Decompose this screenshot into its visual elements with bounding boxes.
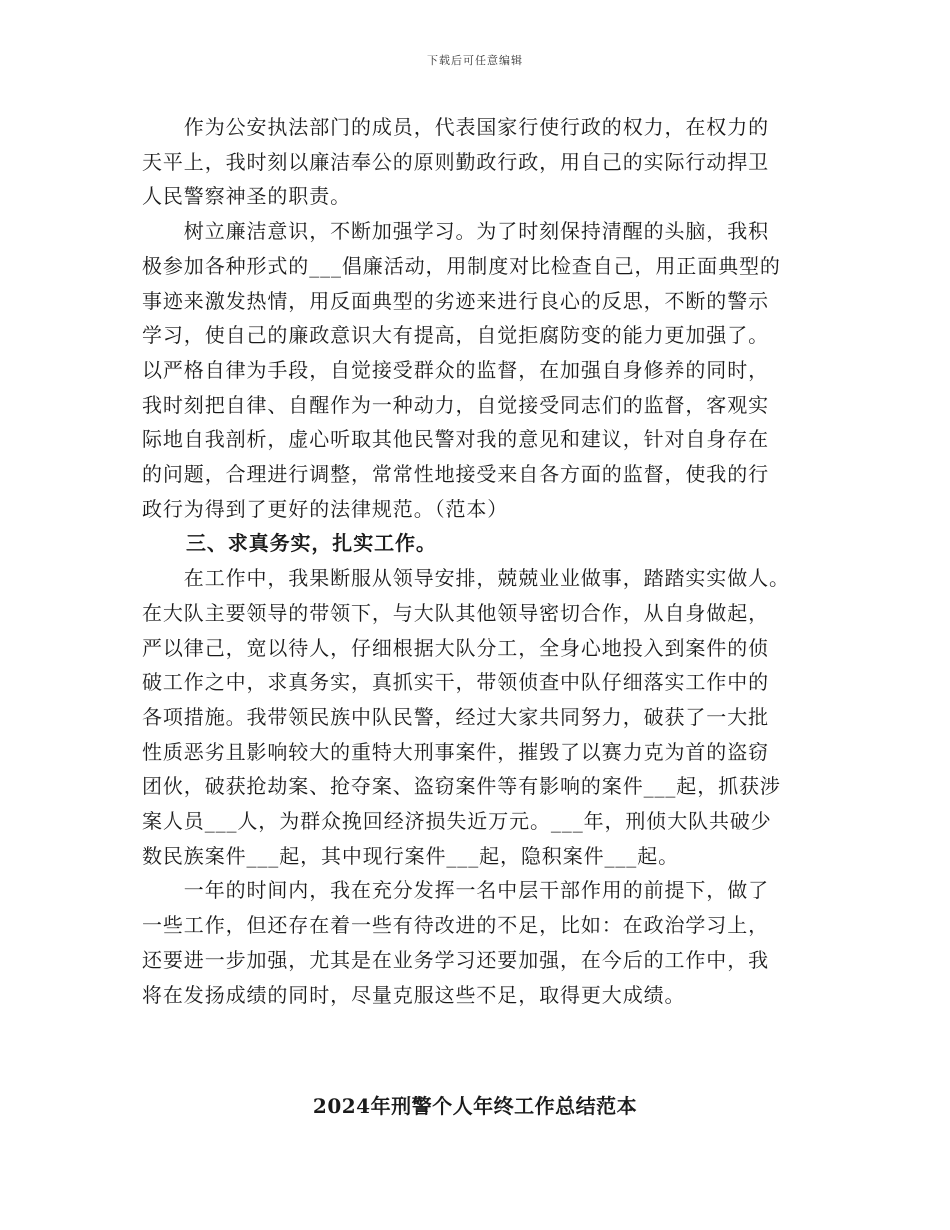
text-line: 还要进一步加强，尤其是在业务学习还要加强，在今后的工作中，我: [142, 947, 769, 972]
text-line: 作为公安执法部门的成员，代表国家行使行政的权力，在权力的: [142, 115, 769, 139]
section-heading: 三、求真务实，扎实工作。: [186, 531, 437, 556]
text-line: 学习，使自己的廉政意识大有提高，自觉拒腐防变的能力更加强了。: [142, 323, 769, 348]
text-line: 的问题，合理进行调整，常常性地接受来自各方面的监督，使我的行: [142, 462, 769, 487]
text-line: 严以律己，宽以待人，仔细根据大队分工，全身心地投入到案件的侦: [142, 635, 769, 660]
text-line: 各项措施。我带领民族中队民警，经过大家共同努力，破获了一大批: [142, 704, 769, 729]
document-body: [142, 110, 810, 1012]
text-line: 在大队主要领导的带领下，与大队其他领导密切合作，从自身做起，: [142, 600, 769, 625]
text-line: 天平上，我时刻以廉洁奉公的原则勤政行政，用自己的实际行动捍卫: [142, 149, 769, 174]
text-line: 性质恶劣且影响较大的重特大刑事案件，摧毁了以赛力克为首的盗窃: [142, 739, 769, 764]
paragraph-3: [142, 561, 810, 873]
paragraph-1: [142, 110, 810, 214]
text-line: 数民族案件___起，其中现行案件___起，隐积案件___起。: [142, 843, 679, 868]
text-line: 事迹来激发热情，用反面典型的劣迹来进行良心的反思，不断的警示: [142, 288, 769, 313]
text-line: 极参加各种形式的___倡廉活动，用制度对比检查自己，用正面典型的: [142, 253, 781, 278]
page-header: 下载后可任意编辑: [427, 54, 523, 67]
text-line: 将在发扬成绩的同时，尽量克服这些不足，取得更大成绩。: [142, 982, 686, 1007]
document-title: 2024年刑警个人年终工作总结范本: [312, 1094, 638, 1118]
paragraph-2: [142, 214, 810, 526]
text-line: 在工作中，我果断服从领导安排，兢兢业业做事，踏踏实实做人。: [142, 566, 790, 591]
text-line: 团伙，破获抢劫案、抢夺案、盗窃案件等有影响的案件___起，抓获涉: [142, 774, 781, 799]
text-line: 以严格自律为手段，自觉接受群众的监督，在加强自身修养的同时，: [142, 357, 769, 382]
text-line: 破工作之中，求真务实，真抓实干，带领侦查中队仔细落实工作中的: [142, 670, 769, 695]
text-line: 我时刻把自律、自醒作为一种动力，自觉接受同志们的监督，客观实: [142, 392, 769, 417]
text-line: 际地自我剖析，虚心听取其他民警对我的意见和建议，针对自身存在: [142, 427, 769, 452]
paragraph-4: [142, 873, 810, 1012]
text-line: 树立廉洁意识，不断加强学习。为了时刻保持清醒的头脑，我积: [142, 219, 769, 244]
text-line: 政行为得到了更好的法律规范。（范本）: [142, 496, 509, 521]
text-line: 一些工作，但还存在着一些有待改进的不足，比如：在政治学习上，: [142, 913, 769, 938]
text-line: 人民警察神圣的职责。: [142, 184, 351, 209]
text-line: 案人员___人，为群众挽回经济损失近万元。___年，刑侦大队共破少: [142, 809, 772, 834]
text-line: 一年的时间内，我在充分发挥一名中层干部作用的前提下，做了: [142, 878, 769, 903]
